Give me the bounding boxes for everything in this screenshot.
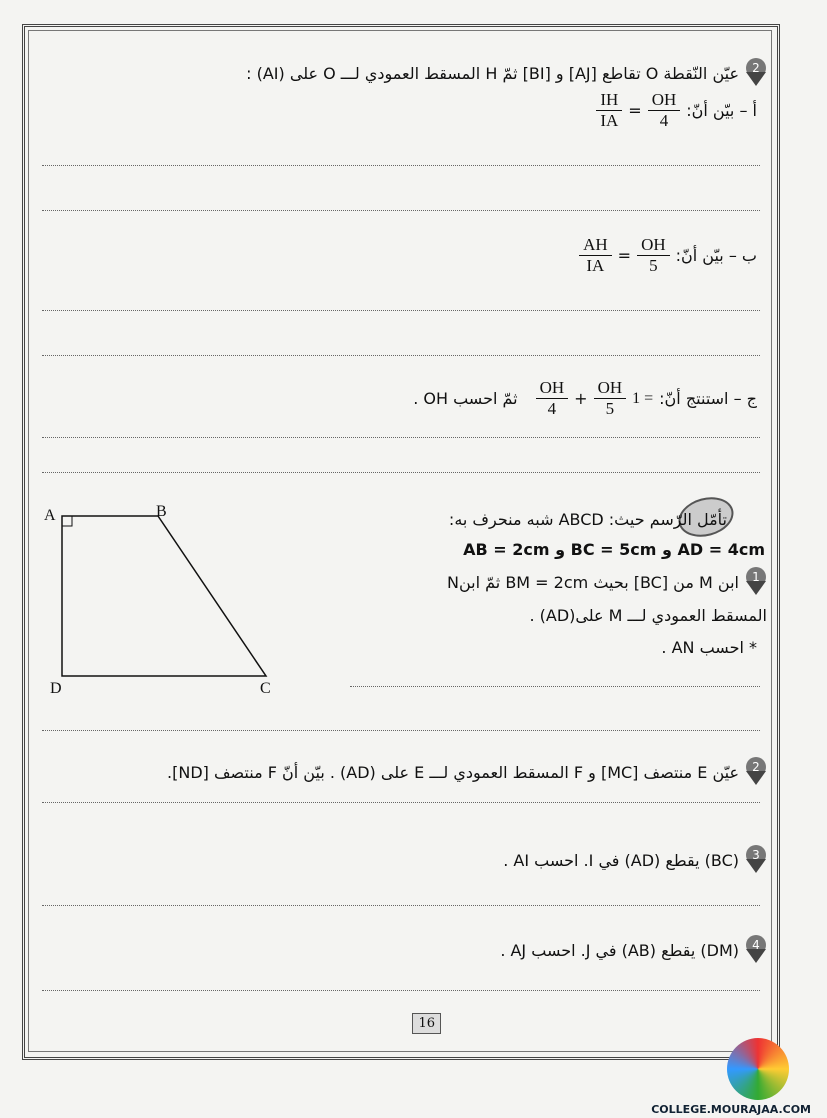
answer-line xyxy=(42,165,760,166)
question-badge-icon: 3 xyxy=(745,845,767,875)
question-badge-icon: 2 xyxy=(745,58,767,88)
part-label: أ – بيّن أنّ: xyxy=(686,101,757,120)
page-number: 16 xyxy=(412,1013,441,1034)
question-badge-icon: 4 xyxy=(745,935,767,965)
question-4: 4 (DM) يقطع (AB) في J. احسب AJ . xyxy=(500,935,767,965)
fraction: $\frac{OH}{4}$ xyxy=(648,90,681,131)
fraction: $\frac{IH}{IA}$ xyxy=(596,90,622,131)
answer-line xyxy=(42,905,760,906)
question-2b: 2 عيّن E منتصف [MC] و F المسقط العمودي لـــ E على (AD) . بيّن أنّ F منتصف [ND]. xyxy=(167,757,767,787)
equals: = xyxy=(617,246,632,265)
answer-line xyxy=(42,472,760,473)
part-label: ب – بيّن أنّ: xyxy=(675,246,757,265)
fraction: $\frac{AH}{IA}$ xyxy=(579,235,612,276)
given-values: AD = 4cm و BC = 5cm و AB = 2cm xyxy=(463,540,765,559)
answer-line xyxy=(42,310,760,311)
question-1-cont: المسقط العمودي لـــ M على(AD) . xyxy=(529,606,767,625)
answer-line xyxy=(42,437,760,438)
equals: = xyxy=(628,101,642,120)
fraction: $\frac{OH}{5}$ xyxy=(637,235,670,276)
answer-line xyxy=(42,355,760,356)
vertex-label-b: B xyxy=(156,503,167,520)
vertex-label-d: D xyxy=(50,680,62,697)
site-watermark: COLLEGE.MOURAJAA.COM xyxy=(651,1103,811,1116)
vertex-label-c: C xyxy=(260,680,271,697)
answer-line xyxy=(350,686,760,687)
answer-line xyxy=(42,802,760,803)
question-badge-icon: 2 xyxy=(745,757,767,787)
answer-line xyxy=(42,210,760,211)
question-2 xyxy=(246,58,767,88)
part-b xyxy=(579,235,757,276)
fraction: $\frac{OH}{5}$ xyxy=(594,378,627,419)
fraction: $\frac{OH}{4}$ xyxy=(536,378,569,419)
question-1: 1 ابن M من [BC] بحيث BM = 2cm ثمّ ابنN xyxy=(447,567,767,597)
trapezoid-figure xyxy=(40,500,290,700)
exercise-intro: تأمّل الرّسم حيث: ABCD شبه منحرف به: xyxy=(448,510,727,529)
part-label: ج – استنتج أنّ: xyxy=(659,389,757,408)
question-badge-icon: 1 xyxy=(745,567,767,597)
question-text: عيّن النّقطة O تقاطع [AJ] و [BI] ثمّ H المسقط العمودي لـــ O على (AI) : xyxy=(246,63,739,83)
answer-line xyxy=(42,730,760,731)
site-logo-icon xyxy=(727,1038,789,1100)
part-c: ج – استنتج أنّ: 1 = $\frac{OH}{5}$ + $\frac{OH}{4}$ ثمّ احسب OH . xyxy=(413,378,757,418)
part-a xyxy=(596,90,757,131)
question-1-ask: * احسب AN . xyxy=(661,638,757,657)
vertex-label-a: A xyxy=(44,507,56,524)
answer-line xyxy=(42,990,760,991)
question-3: 3 (BC) يقطع (AD) في I. احسب AI . xyxy=(503,845,767,875)
